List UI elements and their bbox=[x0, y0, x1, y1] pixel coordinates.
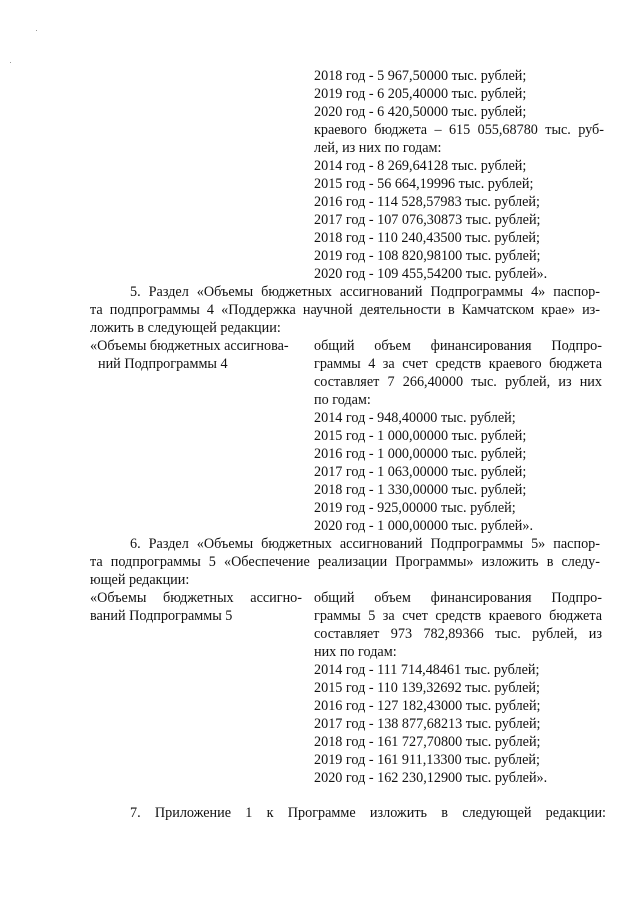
section-5-summary: по годам: bbox=[314, 392, 371, 408]
section-6-summary: общий объем финансирования Подпро- bbox=[314, 590, 602, 606]
section-6-text: та подпрограммы 5 «Обеспечение реализации Программы» изложить в следу- bbox=[90, 554, 600, 570]
year-line: 2019 год - 6 205,40000 тыс. рублей; bbox=[314, 86, 527, 102]
section-5-heading: 5. Раздел «Объемы бюджетных ассигнований Подпрограммы 4» паспор- bbox=[130, 284, 600, 300]
section-5-text: та подпрограммы 4 «Поддержка научной деятельности в Камчатском крае» из- bbox=[90, 302, 600, 318]
section-6-heading: 6. Раздел «Объемы бюджетных ассигнований Подпрограммы 5» паспор- bbox=[130, 536, 600, 552]
year-line: 2019 год - 161 911,13300 тыс. рублей; bbox=[314, 752, 540, 768]
section-5-summary: общий объем финансирования Подпро- bbox=[314, 338, 602, 354]
year-line: 2020 год - 109 455,54200 тыс. рублей». bbox=[314, 266, 548, 282]
year-line: 2017 год - 1 063,00000 тыс. рублей; bbox=[314, 464, 527, 480]
year-line: 2014 год - 948,40000 тыс. рублей; bbox=[314, 410, 516, 426]
year-line: 2018 год - 5 967,50000 тыс. рублей; bbox=[314, 68, 527, 84]
kraevoy-line: лей, из них по годам: bbox=[314, 140, 442, 156]
kraevoy-line: краевого бюджета – 615 055,68780 тыс. руб- bbox=[314, 122, 604, 138]
scan-speck bbox=[10, 62, 11, 63]
section-6-summary: граммы 5 за счет средств краевого бюджета bbox=[314, 608, 602, 624]
section-5-summary: граммы 4 за счет средств краевого бюджета bbox=[314, 356, 602, 372]
year-line: 2019 год - 925,00000 тыс. рублей; bbox=[314, 500, 516, 516]
section-7-heading: 7. Приложение 1 к Программе изложить в следующей редакции: bbox=[130, 805, 606, 821]
year-line: 2018 год - 161 727,70800 тыс. рублей; bbox=[314, 734, 541, 750]
year-line: 2015 год - 1 000,00000 тыс. рублей; bbox=[314, 428, 527, 444]
section-6-text: ющей редакции: bbox=[90, 572, 190, 588]
scan-speck bbox=[36, 30, 37, 31]
year-line: 2020 год - 6 420,50000 тыс. рублей; bbox=[314, 104, 527, 120]
year-line: 2014 год - 8 269,64128 тыс. рублей; bbox=[314, 158, 527, 174]
year-line: 2015 год - 110 139,32692 тыс. рублей; bbox=[314, 680, 540, 696]
section-6-label: ваний Подпрограммы 5 bbox=[90, 608, 233, 624]
year-line: 2014 год - 111 714,48461 тыс. рублей; bbox=[314, 662, 540, 678]
section-5-text: ложить в следующей редакции: bbox=[90, 320, 281, 336]
section-6-summary: составляет 973 782,89366 тыс. рублей, из bbox=[314, 626, 602, 642]
year-line: 2015 год - 56 664,19996 тыс. рублей; bbox=[314, 176, 534, 192]
year-line: 2018 год - 1 330,00000 тыс. рублей; bbox=[314, 482, 527, 498]
year-line: 2020 год - 1 000,00000 тыс. рублей». bbox=[314, 518, 534, 534]
section-5-label: ний Подпрограммы 4 bbox=[98, 356, 228, 372]
year-line: 2016 год - 1 000,00000 тыс. рублей; bbox=[314, 446, 527, 462]
section-6-summary: них по годам: bbox=[314, 644, 397, 660]
year-line: 2016 год - 127 182,43000 тыс. рублей; bbox=[314, 698, 541, 714]
year-line: 2018 год - 110 240,43500 тыс. рублей; bbox=[314, 230, 540, 246]
year-line: 2017 год - 138 877,68213 тыс. рублей; bbox=[314, 716, 541, 732]
section-6-label: «Объемы бюджетных ассигно- bbox=[90, 590, 302, 606]
year-line: 2016 год - 114 528,57983 тыс. рублей; bbox=[314, 194, 540, 210]
year-line: 2019 год - 108 820,98100 тыс. рублей; bbox=[314, 248, 541, 264]
section-5-label: «Объемы бюджетных ассигнова- bbox=[90, 338, 289, 354]
section-5-summary: составляет 7 266,40000 тыс. рублей, из них bbox=[314, 374, 602, 390]
year-line: 2017 год - 107 076,30873 тыс. рублей; bbox=[314, 212, 541, 228]
year-line: 2020 год - 162 230,12900 тыс. рублей». bbox=[314, 770, 548, 786]
